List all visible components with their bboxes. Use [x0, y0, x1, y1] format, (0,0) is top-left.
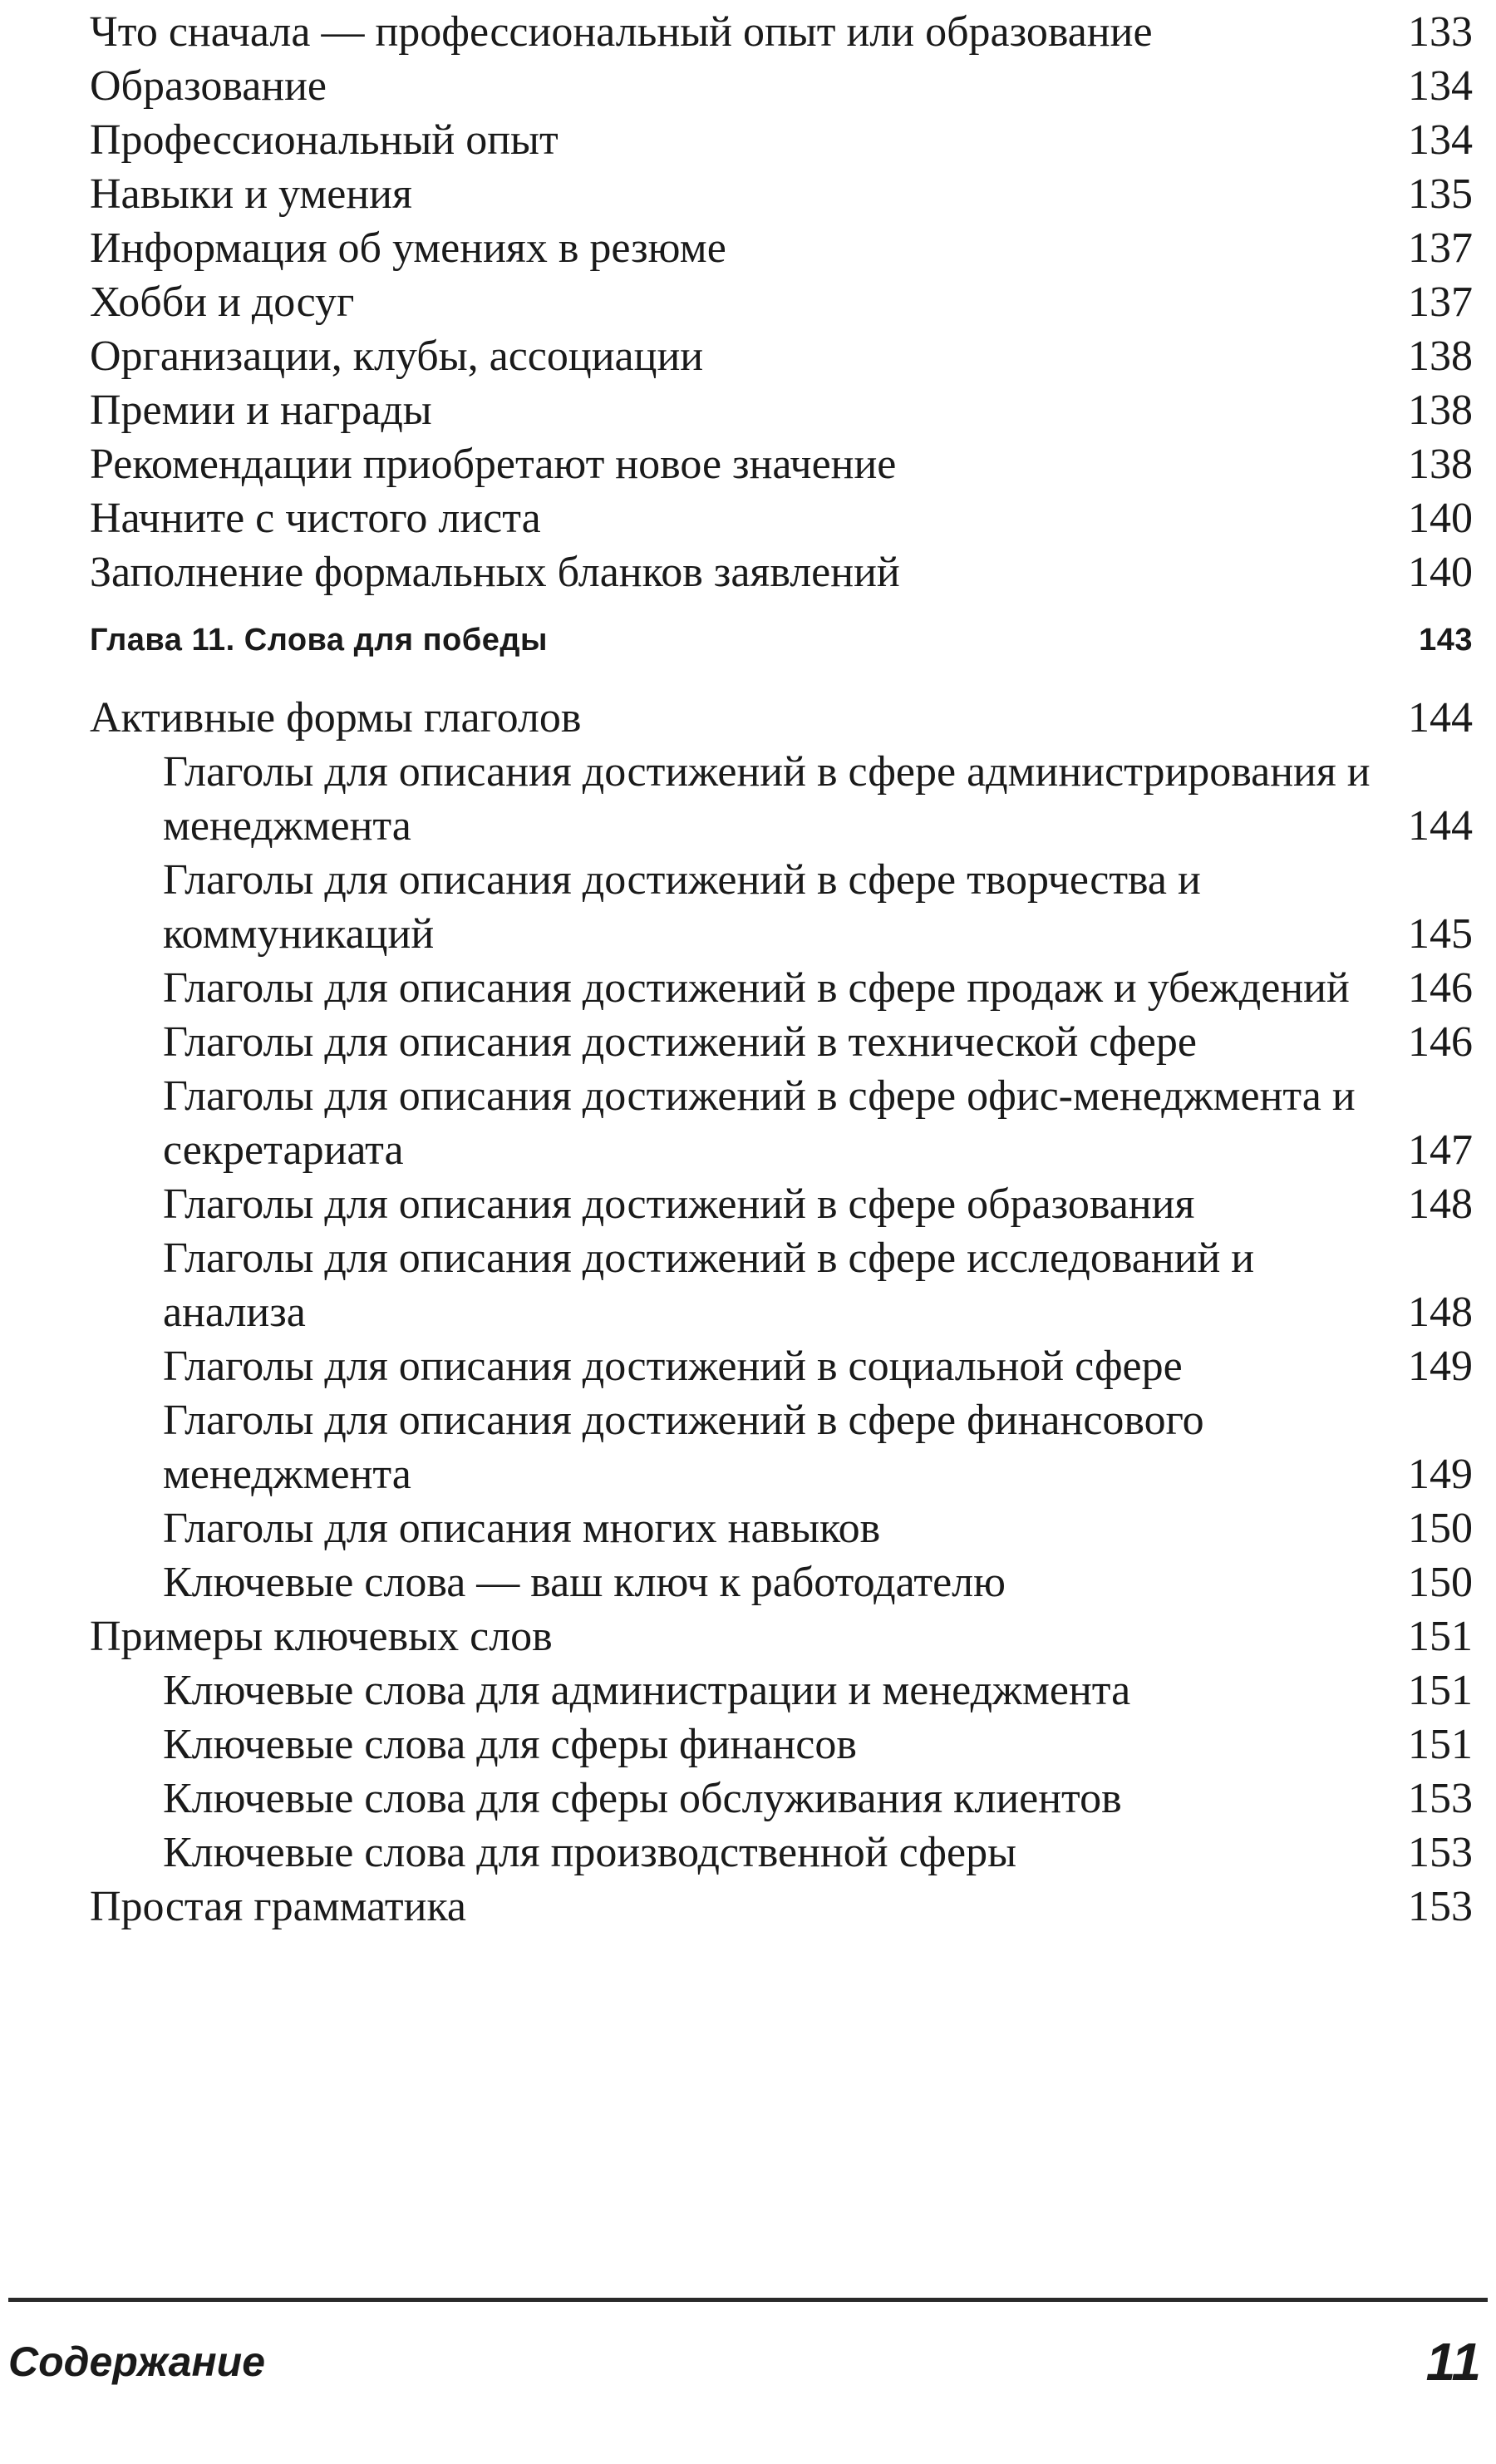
toc-subentry [90, 1015, 1473, 1069]
toc-entry-title: Профессиональный опыт [90, 116, 559, 164]
toc-subentry [90, 853, 1473, 961]
toc-entry-title: Глаголы для описания достижений в сфере творчества и коммуникаций [163, 856, 1201, 958]
toc-entry-title: Ключевые слова для производственной сферы [163, 1829, 1016, 1876]
toc-entry [90, 383, 1473, 437]
toc-entry-title: Начните с чистого листа [90, 495, 541, 542]
toc-entry [90, 275, 1473, 329]
toc-subentry [90, 1393, 1473, 1501]
toc-subentry [90, 1177, 1473, 1231]
toc-entry-title: Активные формы глаголов [90, 694, 582, 742]
toc-entry [90, 545, 1473, 599]
toc-subentry [90, 1501, 1473, 1555]
toc-entry-page: 148 [1408, 1180, 1473, 1228]
toc-entry [90, 5, 1473, 59]
toc-subentry [90, 961, 1473, 1015]
toc-entry-page: 138 [1408, 441, 1473, 488]
toc-subentry [90, 1717, 1473, 1772]
toc-entry [90, 437, 1473, 491]
toc-subentry [90, 745, 1473, 853]
toc-entry-title: Что сначала — профессиональный опыт или образование [90, 8, 1153, 56]
toc-subentry [90, 1555, 1473, 1609]
toc-entry [90, 1880, 1473, 1934]
toc-entry-page: 150 [1408, 1559, 1473, 1606]
toc-subentry [90, 1826, 1473, 1880]
toc-subentry [90, 1069, 1473, 1177]
toc-entry-page: 153 [1408, 1883, 1473, 1930]
toc-subentry [90, 1772, 1473, 1826]
toc-entry-page: 153 [1408, 1829, 1473, 1876]
toc-entry-page: 140 [1408, 495, 1473, 542]
toc-entry-page: 146 [1408, 1018, 1473, 1066]
toc-entry-page: 151 [1408, 1721, 1473, 1768]
toc-entry-title: Образование [90, 62, 327, 110]
toc-entry-page: 138 [1408, 387, 1473, 434]
toc-entry-title: Глаголы для описания достижений в сфере исследований и анализа [163, 1234, 1255, 1336]
toc-entry-title: Глаголы для описания достижений в сфере образования [163, 1180, 1195, 1228]
toc-entry-page: 153 [1408, 1775, 1473, 1822]
toc-entry-title: Заполнение формальных бланков заявлений [90, 549, 900, 596]
toc-subentry [90, 1663, 1473, 1717]
toc-entry [90, 691, 1473, 745]
toc-entry-title: Глаголы для описания достижений в социальной сфере [163, 1343, 1183, 1390]
toc-entry-title: Организации, клубы, ассоциации [90, 333, 704, 380]
toc-subentry [90, 1231, 1473, 1339]
toc-entry-page: 134 [1408, 62, 1473, 110]
running-title: Содержание [8, 2338, 266, 2385]
toc-entry-title: Навыки и умения [90, 170, 412, 218]
toc-entry-title: Хобби и досуг [90, 278, 355, 326]
toc-entry-page: 149 [1408, 1451, 1473, 1498]
toc-entry-title: Глаголы для описания достижений в технической сфере [163, 1018, 1197, 1066]
toc-entry-title: Примеры ключевых слов [90, 1613, 553, 1660]
footer-row [8, 2331, 1481, 2393]
toc-entry-page: 151 [1408, 1613, 1473, 1660]
toc-entry-page: 150 [1408, 1505, 1473, 1552]
toc-entry-title: Ключевые слова для администрации и менеджмента [163, 1667, 1131, 1714]
chapter-heading [90, 614, 1473, 666]
footer-divider [8, 2298, 1488, 2302]
toc-entry-title: Ключевые слова — ваш ключ к работодателю [163, 1559, 1006, 1606]
toc-entry [90, 1609, 1473, 1663]
toc-entry-page: 149 [1408, 1343, 1473, 1390]
toc-entry-page: 146 [1408, 964, 1473, 1012]
page-number: 11 [1425, 2332, 1481, 2392]
toc-entry-page: 144 [1408, 694, 1473, 742]
toc-entry-title: Рекомендации приобретают новое значение [90, 441, 897, 488]
toc-entry-title: Информация об умениях в резюме [90, 224, 726, 272]
toc-entry-page: 135 [1408, 170, 1473, 218]
toc-entry-title: Глаголы для описания достижений в сфере продаж и убеждений [163, 964, 1350, 1012]
toc-entry [90, 59, 1473, 113]
toc-entry-title: Глаголы для описания достижений в сфере офис-менеджмента и секретариата [163, 1072, 1356, 1174]
toc-entry [90, 329, 1473, 383]
toc-entry-page: 151 [1408, 1667, 1473, 1714]
toc-entry [90, 167, 1473, 221]
toc-entry-page: 137 [1408, 278, 1473, 326]
chapter-title: Глава 11. Слова для победы [90, 623, 548, 658]
toc-entry-title: Премии и награды [90, 387, 432, 434]
page-footer [0, 2298, 1496, 2464]
toc-entry-page: 140 [1408, 549, 1473, 596]
toc-entry-page: 134 [1408, 116, 1473, 164]
toc-entry-title: Глаголы для описания достижений в сфере финансового менеджмента [163, 1397, 1204, 1498]
toc-entry [90, 221, 1473, 275]
toc-entry-page: 147 [1408, 1126, 1473, 1174]
toc-entry [90, 113, 1473, 167]
toc-entry-page: 144 [1408, 802, 1473, 850]
toc-entry-title: Ключевые слова для сферы обслуживания клиентов [163, 1775, 1122, 1822]
toc-entry-page: 145 [1408, 910, 1473, 958]
toc-entry-title: Простая грамматика [90, 1883, 466, 1930]
toc-entry-title: Ключевые слова для сферы финансов [163, 1721, 857, 1768]
chapter-page: 143 [1419, 623, 1473, 658]
table-of-contents [90, 5, 1473, 1934]
toc-entry-title: Глаголы для описания достижений в сфере администрирования и менеджмента [163, 748, 1371, 850]
toc-entry-page: 137 [1408, 224, 1473, 272]
toc-entry-page: 138 [1408, 333, 1473, 380]
toc-entry-page: 133 [1408, 8, 1473, 56]
toc-entry-page: 148 [1408, 1289, 1473, 1336]
toc-entry [90, 491, 1473, 545]
toc-subentry [90, 1339, 1473, 1393]
toc-entry-title: Глаголы для описания многих навыков [163, 1505, 881, 1552]
